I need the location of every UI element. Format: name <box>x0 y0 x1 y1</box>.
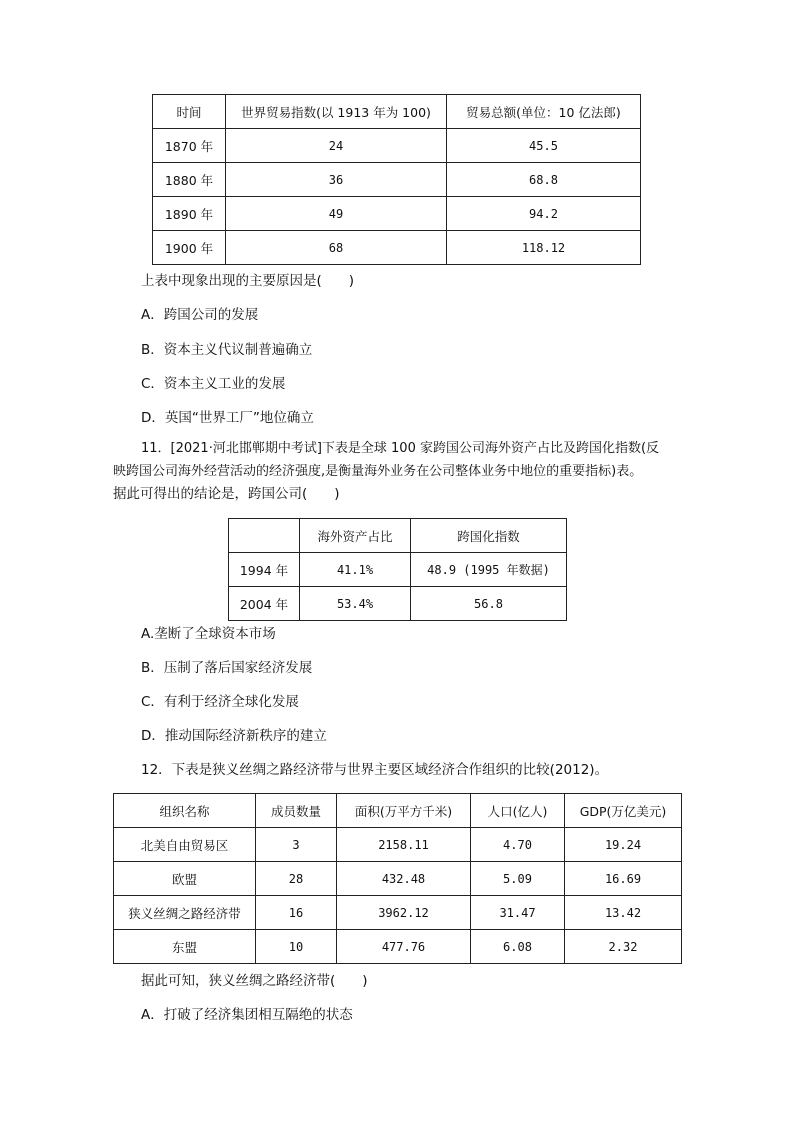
table-cell: 118.12 <box>447 231 641 265</box>
economic-organizations-table <box>113 793 682 964</box>
table-cell: 1900 年 <box>153 231 226 265</box>
q11-option-c: C．有利于经济全球化发展 <box>141 694 299 710</box>
q11-option-b: B．压制了落后国家经济发展 <box>141 660 313 676</box>
table-cell: 36 <box>226 163 447 197</box>
q10-option-c: C．资本主义工业的发展 <box>141 376 286 392</box>
table-header-row <box>153 95 641 129</box>
table-cell: 欧盟 <box>114 862 256 896</box>
table-cell: 49 <box>226 197 447 231</box>
table-header-cell: 人口(亿人) <box>471 794 565 828</box>
q11-stem-line1: 11．[2021·河北邯郸期中考试]下表是全球 100 家跨国公司海外资产占比及跨国化指数(反 <box>141 441 660 456</box>
q11-option-d: D．推动国际经济新秩序的建立 <box>141 728 327 744</box>
table-row <box>153 129 641 163</box>
table-row <box>229 553 567 587</box>
table-cell: 477.76 <box>337 930 471 964</box>
table-cell: 5.09 <box>471 862 565 896</box>
q12-option-a: A．打破了经济集团相互隔绝的状态 <box>141 1007 353 1023</box>
table-cell: 狭义丝绸之路经济带 <box>114 896 256 930</box>
table-row <box>153 231 641 265</box>
q10-option-b: B．资本主义代议制普遍确立 <box>141 342 313 358</box>
table-cell: 1870 年 <box>153 129 226 163</box>
q11-option-a: A.垄断了全球资本市场 <box>141 626 276 642</box>
q11-stem-line2: 映跨国公司海外经营活动的经济强度,是衡量海外业务在公司整体业务中地位的重要指标)表。 <box>113 464 643 479</box>
table-header-cell: 面积(万平方千米) <box>337 794 471 828</box>
q10-prompt: 上表中现象出现的主要原因是( ) <box>141 273 355 289</box>
table-cell: 13.42 <box>565 896 682 930</box>
table-row <box>229 587 567 621</box>
multinational-index-table <box>228 518 567 621</box>
table-cell: 41.1% <box>300 553 411 587</box>
table-cell: 28 <box>256 862 337 896</box>
table-cell: 1880 年 <box>153 163 226 197</box>
table-cell: 24 <box>226 129 447 163</box>
table-header-cell: 海外资产占比 <box>300 519 411 553</box>
table-cell: 3962.12 <box>337 896 471 930</box>
table-header-cell: 成员数量 <box>256 794 337 828</box>
table-header-row <box>229 519 567 553</box>
table-cell: 1994 年 <box>229 553 300 587</box>
table-cell: 2158.11 <box>337 828 471 862</box>
table-cell: 68 <box>226 231 447 265</box>
table-cell: 48.9 (1995 年数据) <box>411 553 567 587</box>
q10-option-a: A．跨国公司的发展 <box>141 307 259 323</box>
q12-prompt: 据此可知，狭义丝绸之路经济带( ) <box>141 973 368 989</box>
table-cell: 2.32 <box>565 930 682 964</box>
table-cell: 45.5 <box>447 129 641 163</box>
table-header-cell <box>229 519 300 553</box>
table-cell: 53.4% <box>300 587 411 621</box>
table-cell: 68.8 <box>447 163 641 197</box>
q10-option-d: D．英国“世界工厂”地位确立 <box>141 410 314 426</box>
table-header-cell: 跨国化指数 <box>411 519 567 553</box>
table-cell: 10 <box>256 930 337 964</box>
table-cell: 94.2 <box>447 197 641 231</box>
table-row <box>114 828 682 862</box>
table-row <box>114 896 682 930</box>
table-cell: 2004 年 <box>229 587 300 621</box>
table-cell: 1890 年 <box>153 197 226 231</box>
table-cell: 北美自由贸易区 <box>114 828 256 862</box>
table-header-cell: 贸易总额(单位：10 亿法郎) <box>447 95 641 129</box>
table-row <box>114 862 682 896</box>
table-cell: 432.48 <box>337 862 471 896</box>
table-cell: 31.47 <box>471 896 565 930</box>
table-cell: 东盟 <box>114 930 256 964</box>
table-cell: 19.24 <box>565 828 682 862</box>
table-row <box>153 163 641 197</box>
trade-index-table <box>152 94 641 265</box>
q11-stem-line3: 据此可得出的结论是，跨国公司( ) <box>113 486 340 502</box>
table-header-cell: 时间 <box>153 95 226 129</box>
table-header-cell: 世界贸易指数(以 1913 年为 100) <box>226 95 447 129</box>
table-header-cell: GDP(万亿美元) <box>565 794 682 828</box>
table-cell: 16.69 <box>565 862 682 896</box>
table-cell: 4.70 <box>471 828 565 862</box>
table-row <box>114 930 682 964</box>
table-row <box>153 197 641 231</box>
table-cell: 6.08 <box>471 930 565 964</box>
table-cell: 3 <box>256 828 337 862</box>
table-header-cell: 组织名称 <box>114 794 256 828</box>
q12-stem: 12．下表是狭义丝绸之路经济带与世界主要区域经济合作组织的比较(2012)。 <box>141 762 609 778</box>
table-cell: 56.8 <box>411 587 567 621</box>
table-header-row <box>114 794 682 828</box>
table-cell: 16 <box>256 896 337 930</box>
